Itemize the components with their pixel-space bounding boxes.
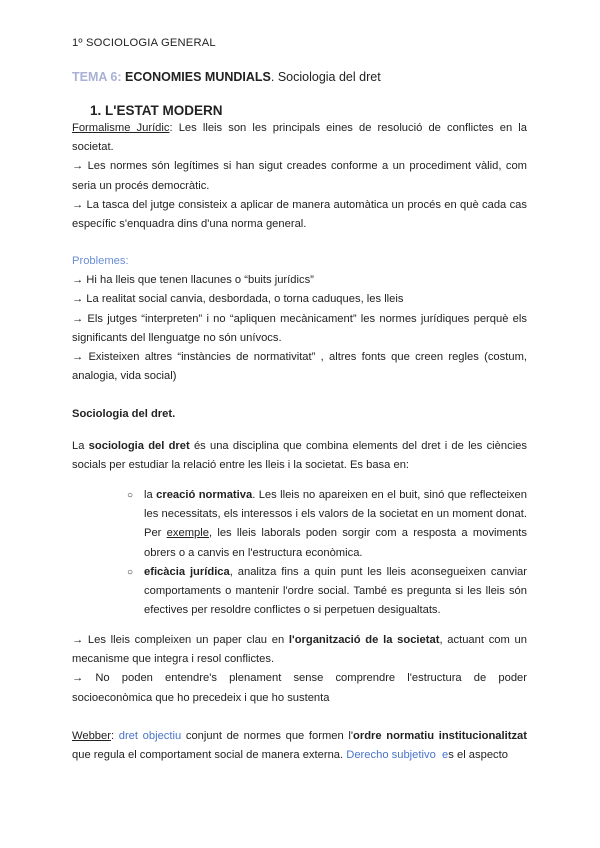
formalisme-label: Formalisme Jurídic — [72, 122, 170, 134]
formalisme-paragraph — [72, 119, 527, 157]
problemes-block — [72, 252, 527, 386]
problem-item: → Els jutges “interpreten” i no “apliquen mecànicament” les normes jurídiques perquè els significants del llenguatge no són unívocs. — [72, 312, 527, 344]
webber-label: Webber — [72, 730, 111, 742]
arrow3-post: , actuant com un mecanisme que integra i resol conflictes. — [72, 634, 527, 666]
problem-item: → Existeixen altres “instàncies de normativitat” , altres fonts que creen regles (costum, analogia, vida social) — [72, 351, 527, 383]
webber-bold: ordre normatiu institucionalitzat — [353, 730, 527, 742]
arrow-paragraph: → No poden entendre's plenament sense comprendre l'estructura de poder socioeconòmica que ho precedeix i que ho sustenta — [72, 672, 527, 704]
bullet1-end: , les lleis laborals poden sorgir com a resposta a moviments obrers o a canvis en l'estructura econòmica. — [144, 527, 527, 559]
problemes-label: Problemes: — [72, 255, 129, 267]
bullet1-pre: la — [144, 489, 157, 501]
arrow-paragraph: → Les normes són legítimes si han sigut creades conforme a un procediment vàlid, com seria un procés democràtic. — [72, 160, 527, 192]
dret-objectiu-term: dret objectiu — [118, 730, 182, 742]
formalisme-text: : Les lleis son les principals eines de resolució de conflictes en la societat. — [72, 122, 527, 154]
derecho-subjetivo-term: Derecho subjetivo — [346, 749, 436, 762]
intro-bold: sociologia del dret — [88, 440, 190, 452]
bullet1-post: . Les lleis no apareixen en el buit, sinó que reflecteixen les necessitats, els interessos i els valors de la societat en un moment donat. Per — [144, 489, 527, 540]
intro-pre: La — [72, 440, 89, 452]
list-item — [127, 563, 527, 621]
section1-body — [72, 119, 527, 234]
document-title — [72, 68, 527, 87]
bullet-circle-icon: ○ — [127, 490, 134, 501]
arrow3-pre: → Les lleis compleixen un paper clau en — [72, 634, 289, 646]
bullet1-bold: creació normativa — [156, 489, 253, 501]
webber-text1: conjunt de normes que formen l' — [181, 730, 353, 742]
bullet-list — [127, 486, 527, 620]
list-item — [127, 486, 527, 563]
page-header: 1º SOCIOLOGIA GENERAL — [72, 37, 216, 49]
intro-post: és una disciplina que combina elements del dret i de les ciències socials per estudiar la relació entre les lleis i la societat. Es basa en: — [72, 440, 527, 472]
derecho-subjetivo-tail: e — [442, 749, 449, 762]
bullet2-bold: eficàcia jurídica — [144, 565, 230, 578]
problem-item: → La realitat social canvia, desbordada, o torna caduques, les lleis — [72, 293, 404, 306]
bullet-circle-icon: ○ — [127, 566, 134, 578]
exemple-link[interactable]: exemple — [166, 527, 209, 540]
webber-text4: s el aspecto — [448, 749, 508, 762]
sociologia-heading: Sociologia del dret. — [72, 408, 176, 420]
sociologia-intro — [72, 437, 527, 475]
conclusions-block — [72, 631, 527, 708]
title-main: ECONOMIES MUNDIALS — [125, 70, 271, 84]
problem-item: → Hi ha lleis que tenen llacunes o “buits jurídics” — [72, 274, 314, 287]
tema-label: TEMA 6: — [72, 70, 122, 84]
arrow3-bold: l'organització de la societat — [288, 634, 440, 646]
webber-text2: que regula el comportament social de manera externa. — [72, 749, 347, 762]
arrow-paragraph — [72, 631, 527, 669]
webber-paragraph — [72, 727, 527, 765]
arrow-paragraph: → La tasca del jutge consisteix a aplicar de manera automàtica un procés en què cada cas específic s'enquadra dins d'una norma general. — [72, 198, 527, 231]
section-heading: 1. L'ESTAT MODERN — [90, 103, 223, 118]
bullet2-post: , analitza fins a quin punt les lleis aconsegueixen canviar comportaments o mantenir l'ordre social. També es pregunta si les lleis són efectives per resoldre conflictes o si perpetuen desigualtats. — [144, 565, 527, 617]
webber-colon: : — [110, 730, 119, 742]
title-rest: . Sociologia del dret — [270, 70, 381, 84]
